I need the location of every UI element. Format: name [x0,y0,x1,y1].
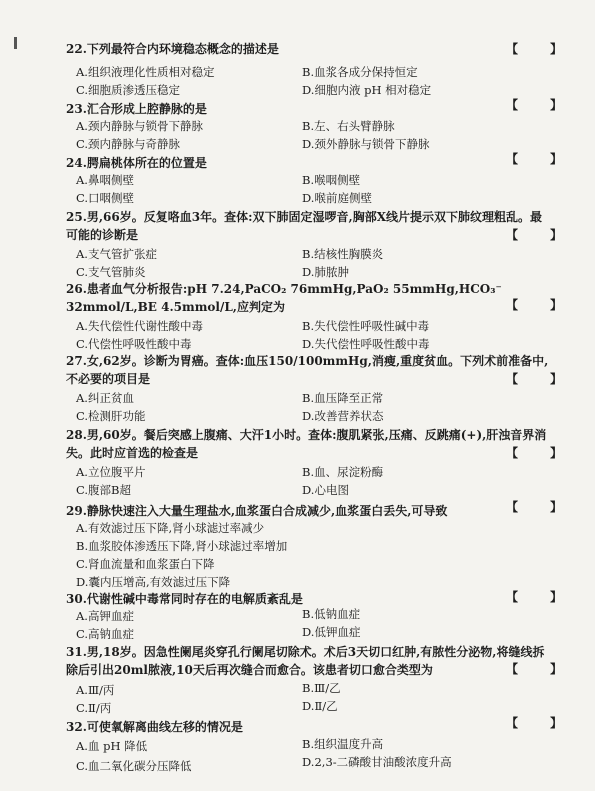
question-26 [66,280,552,316]
option-d: D.2,3-二磷酸甘油酸浓度升高 [302,755,452,769]
option-d: D.颈外静脉与锁骨下静脉 [302,137,430,151]
option-a: A.颈内静脉与锁骨下静脉 [76,119,203,133]
option-d: D.喉前庭侧壁 [302,191,372,205]
option-c: C.Ⅱ/丙 [76,701,112,715]
option-b: B.血、尿淀粉酶 [302,465,384,479]
option-c: C.颈内静脉与奇静脉 [76,137,181,151]
question-stem: 30.代谢性碱中毒常同时存在的电解质紊乱是 [66,592,303,606]
question-23 [66,100,536,118]
answer-bracket[interactable]: 【 】 [506,42,577,56]
answer-bracket[interactable]: 【 】 [506,662,577,676]
answer-bracket[interactable]: 【 】 [506,590,577,604]
question-stem: 23.汇合形成上腔静脉的是 [66,102,207,116]
option-d: D.低钾血症 [302,625,361,639]
option-a: A.立位腹平片 [76,465,146,479]
option-d: D.囊内压增高,有效滤过压下降 [76,575,231,589]
option-d: D.心电图 [302,483,349,497]
question-stem: 31.男,18岁。因急性阑尾炎穿孔行阑尾切除术。术后3天切口红肿,有脓性分泌物,将缝线拆除后引出20ml脓液,10天后再次缝合而愈合。该患者切口愈合类型为 [66,645,545,677]
option-b: B.结核性胸膜炎 [302,247,384,261]
option-d: D.失代偿性呼吸性酸中毒 [302,337,430,351]
option-a: A.组织液理化性质相对稳定 [76,65,215,79]
question-stem: 26.患者血气分析报告:pH 7.24,PaCO₂ 76mmHg,PaO₂ 55mmHg,HCO₃⁻ 32mmol/L,BE 4.5mmol/L,应判定为 [66,282,502,314]
question-31 [66,643,552,679]
question-25 [66,208,552,244]
option-a: A.鼻咽侧壁 [76,173,134,187]
option-c: C.支气管肺炎 [76,265,146,279]
option-d: D.Ⅱ/乙 [302,699,338,713]
option-d: D.改善营养状态 [302,409,384,423]
option-b: B.左、右头臂静脉 [302,119,395,133]
option-c: C.口咽侧壁 [76,191,135,205]
question-22 [66,40,536,58]
option-b: B.失代偿性呼吸性碱中毒 [302,319,430,333]
answer-bracket[interactable]: 【 】 [506,372,577,386]
question-stem: 27.女,62岁。诊断为胃癌。查体:血压150/100mmHg,消瘦,重度贫血。下列术前准备中,不必要的项目是 [66,354,549,386]
answer-bracket[interactable]: 【 】 [506,152,577,166]
option-b: B.喉咽侧壁 [302,173,361,187]
option-c: C.腹部B超 [76,483,131,497]
question-stem: 22.下列最符合内环境稳态概念的描述是 [66,42,279,56]
option-a: A.Ⅲ/丙 [76,683,115,697]
option-c: C.代偿性呼吸性酸中毒 [76,337,192,351]
option-b: B.血压降至正常 [302,391,384,405]
question-stem: 24.腭扁桃体所在的位置是 [66,156,207,170]
question-30 [66,590,536,608]
answer-bracket[interactable]: 【 】 [506,716,577,730]
option-b: B.血浆胶体渗透压下降,肾小球滤过率增加 [76,539,288,553]
option-c: C.高钠血症 [76,627,135,641]
option-a: A.有效滤过压下降,肾小球滤过率减少 [76,521,265,535]
option-b: B.血浆各成分保持恒定 [302,65,418,79]
option-c: C.检测肝功能 [76,409,146,423]
answer-bracket[interactable]: 【 】 [506,500,577,514]
option-a: A.失代偿性代谢性酸中毒 [76,319,203,333]
question-27 [66,352,552,388]
answer-bracket[interactable]: 【 】 [506,228,577,242]
option-d: D.细胞内液 pH 相对稳定 [302,83,432,97]
question-28 [66,426,552,462]
option-b: B.低钠血症 [302,607,361,621]
option-c: C.血二氧化碳分压降低 [76,759,192,773]
option-b: B.Ⅲ/乙 [302,681,341,695]
answer-bracket[interactable]: 【 】 [506,98,577,112]
option-a: A.高钾血症 [76,609,134,623]
option-a: A.血 pH 降低 [76,739,148,753]
option-c: C.肾血流量和血浆蛋白下降 [76,557,215,571]
option-b: B.组织温度升高 [302,737,384,751]
question-24 [66,154,536,172]
answer-bracket[interactable]: 【 】 [506,298,577,312]
option-d: D.肺脓肿 [302,265,349,279]
question-stem: 25.男,66岁。反复咯血3年。查体:双下肺固定湿啰音,胸部X线片提示双下肺纹理粗乱。最可能的诊断是 [66,210,543,242]
option-a: A.纠正贫血 [76,391,134,405]
question-stem: 32.可使氧解离曲线左移的情况是 [66,720,243,734]
question-29 [66,502,536,520]
question-32 [66,718,536,736]
option-a: A.支气管扩张症 [76,247,157,261]
question-stem: 28.男,60岁。餐后突感上腹痛、大汗1小时。查体:腹肌紧张,压痛、反跳痛(+),肝浊音界消失。此时应首选的检查是 [66,428,547,460]
answer-bracket[interactable]: 【 】 [506,446,577,460]
margin-mark [14,37,17,49]
option-c: C.细胞质渗透压稳定 [76,83,181,97]
question-stem: 29.静脉快速注入大量生理盐水,血浆蛋白合成减少,血浆蛋白丢失,可导致 [66,504,448,518]
